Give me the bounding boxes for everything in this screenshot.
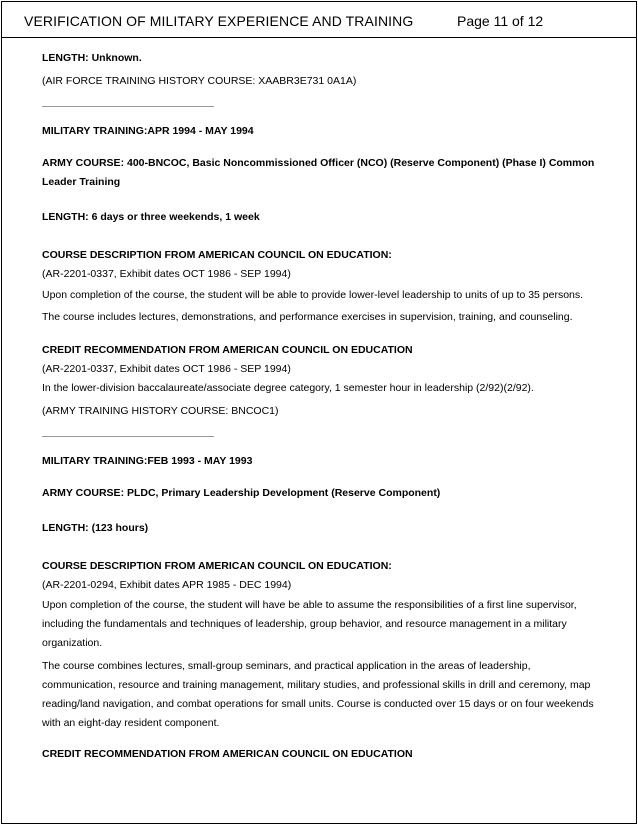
page-header: [2, 2, 636, 38]
military-training-heading: MILITARY TRAINING:APR 1994 - MAY 1994: [42, 125, 254, 137]
description-paragraph: including the fundamentals and techniques of leadership, group behavior, and resource management in a military: [42, 618, 567, 630]
credit-recommendation-heading: CREDIT RECOMMENDATION FROM AMERICAN COUNCIL ON EDUCATION: [42, 748, 413, 760]
army-course-title: ARMY COURSE: PLDC, Primary Leadership Development (Reserve Component): [42, 487, 441, 499]
header-title: VERIFICATION OF MILITARY EXPERIENCE AND TRAINING: [24, 13, 414, 29]
description-paragraph: communication, resource and training management, military studies, and professional skills in drill and ceremony, map: [42, 679, 591, 691]
exhibit-reference: (AR-2201-0337, Exhibit dates OCT 1986 - SEP 1994): [42, 363, 291, 375]
header-page-number: Page 11 of 12: [457, 13, 544, 29]
section-divider: [42, 436, 214, 437]
description-paragraph: reading/land navigation, and combat operations for small units. Course is conducted over 15 days or on four weekends: [42, 698, 594, 710]
description-paragraph: Upon completion of the course, the student will be able to provide lower-level leadership to units of up to 35 persons.: [42, 289, 584, 301]
credit-recommendation-heading: CREDIT RECOMMENDATION FROM AMERICAN COUNCIL ON EDUCATION: [42, 344, 413, 356]
army-training-history: (ARMY TRAINING HISTORY COURSE: BNCOC1): [42, 405, 279, 417]
army-course-title-cont: Leader Training: [42, 176, 121, 188]
description-paragraph: with an eight-day resident component.: [42, 717, 220, 729]
length-line: LENGTH: Unknown.: [42, 52, 142, 64]
military-training-heading: MILITARY TRAINING:FEB 1993 - MAY 1993: [42, 455, 253, 467]
length-line: LENGTH: 6 days or three weekends, 1 week: [42, 211, 260, 223]
description-paragraph: The course combines lectures, small-group seminars, and practical application in the areas of leadership,: [42, 660, 531, 672]
army-course-title: ARMY COURSE: 400-BNCOC, Basic Noncommissioned Officer (NCO) (Reserve Component) (Phase I) Common: [42, 157, 595, 169]
course-description-heading: COURSE DESCRIPTION FROM AMERICAN COUNCIL ON EDUCATION:: [42, 249, 392, 261]
credit-recommendation-text: In the lower-division baccalaureate/associate degree category, 1 semester hour in leadership (2/92)(2/92).: [42, 382, 534, 394]
document-page: [1, 1, 637, 824]
exhibit-reference: (AR-2201-0294, Exhibit dates APR 1985 - DEC 1994): [42, 579, 292, 591]
af-training-history: (AIR FORCE TRAINING HISTORY COURSE: XAABR3E731 0A1A): [42, 75, 357, 87]
description-paragraph: organization.: [42, 637, 103, 649]
course-description-heading: COURSE DESCRIPTION FROM AMERICAN COUNCIL ON EDUCATION:: [42, 560, 392, 572]
description-paragraph: Upon completion of the course, the student will have be able to assume the responsibilities of a first line supervisor,: [42, 599, 577, 611]
section-divider: [42, 106, 214, 107]
exhibit-reference: (AR-2201-0337, Exhibit dates OCT 1986 - SEP 1994): [42, 268, 291, 280]
length-line: LENGTH: (123 hours): [42, 522, 149, 534]
description-paragraph: The course includes lectures, demonstrations, and performance exercises in supervision, training, and counseling.: [42, 311, 573, 323]
